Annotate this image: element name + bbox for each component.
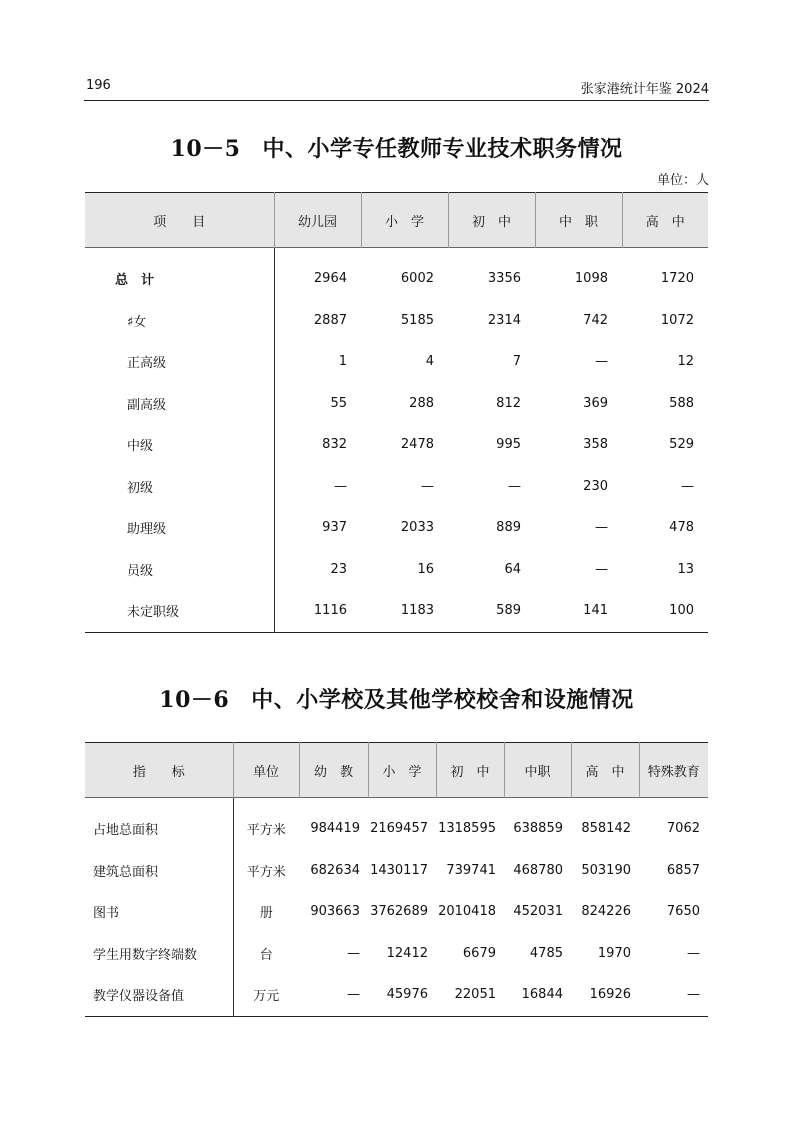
table2-col-header: 初 中 xyxy=(436,743,504,798)
table1-row xyxy=(85,341,708,383)
table2-cell: 16844 xyxy=(521,987,563,1003)
table1-row-label: 正高级 xyxy=(85,341,274,383)
table1-row-label: ♯女 xyxy=(85,300,274,342)
table1-cell: 369 xyxy=(583,395,608,411)
table1-col-header: 项 目 xyxy=(85,193,274,248)
table2-cell: 6679 xyxy=(462,945,496,961)
table2-cell: 468780 xyxy=(513,862,563,878)
table2-row xyxy=(85,798,708,850)
header-rule xyxy=(84,100,709,101)
table1-col-header: 幼儿园 xyxy=(274,193,361,248)
table2-row-unit: 册 xyxy=(259,906,273,922)
table2-row-unit: 平方米 xyxy=(246,823,286,839)
table1-cell: 2314 xyxy=(487,312,521,328)
table1-cell: 1098 xyxy=(574,271,608,287)
table2-cell: 903663 xyxy=(310,904,360,920)
table1-cell: 812 xyxy=(496,395,521,411)
table2-cell: 1318595 xyxy=(438,821,496,837)
table1-cell: 1072 xyxy=(660,312,694,328)
table2-cell: 3762689 xyxy=(370,904,428,920)
table2-col-header: 单位 xyxy=(233,743,299,798)
table1-unit: 单位：人 xyxy=(656,173,709,188)
table1-cell: — xyxy=(595,561,608,577)
table2-cell: 682634 xyxy=(310,862,360,878)
school-facilities-table xyxy=(85,742,708,1017)
table1-row-label: 中级 xyxy=(85,424,274,466)
table2-cell: 1970 xyxy=(597,945,631,961)
table1-cell: 529 xyxy=(669,437,694,453)
table1-cell: — xyxy=(421,478,434,494)
table1-cell: 7 xyxy=(512,354,521,370)
table2-number: 10－6 xyxy=(159,687,230,713)
table1-cell: 1183 xyxy=(400,603,434,619)
table1-cell: 100 xyxy=(669,603,694,619)
table2-cell: — xyxy=(347,987,360,1003)
table2-cell: — xyxy=(347,945,360,961)
table2-header-row xyxy=(85,743,708,798)
table1-col-header: 高 中 xyxy=(622,193,708,248)
table1-col-header: 初 中 xyxy=(448,193,535,248)
table1-cell: 6002 xyxy=(400,271,434,287)
table2-row-unit: 平方米 xyxy=(246,864,286,880)
table2-cell: 4785 xyxy=(529,945,563,961)
table1-row xyxy=(85,300,708,342)
table1-row xyxy=(85,383,708,425)
table1-cell: 889 xyxy=(496,520,521,536)
table2-cell: 824226 xyxy=(581,904,631,920)
table1-col-header: 小 学 xyxy=(361,193,448,248)
table2-col-header: 特殊教育 xyxy=(639,743,708,798)
table1-title-text: 中、小学专任教师专业技术职务情况 xyxy=(262,136,623,162)
table1-row-label: 总 计 xyxy=(85,248,274,300)
table1-cell: 230 xyxy=(583,478,608,494)
table2-col-header: 小 学 xyxy=(368,743,436,798)
table1-cell: 2964 xyxy=(313,271,347,287)
table1-cell: 2033 xyxy=(400,520,434,536)
table1-row-label: 未定职级 xyxy=(85,590,274,632)
book-title: 张家港统计年鉴 2024 xyxy=(580,82,709,97)
table2-row-label: 教学仪器设备值 xyxy=(85,974,233,1016)
table2-cell: 858142 xyxy=(581,821,631,837)
table2-cell: 638859 xyxy=(513,821,563,837)
table1-cell: 1116 xyxy=(313,603,347,619)
table2-title xyxy=(84,683,709,714)
table1-cell: 1 xyxy=(338,354,347,370)
table2-row xyxy=(85,933,708,975)
table2-cell: — xyxy=(687,945,700,961)
table1-cell: 288 xyxy=(409,395,434,411)
table2-cell: 452031 xyxy=(513,904,563,920)
page-number: 196 xyxy=(86,78,111,93)
table1-cell: — xyxy=(595,520,608,536)
table1-cell: 995 xyxy=(496,437,521,453)
table1-cell: 55 xyxy=(330,395,347,411)
table1-cell: 832 xyxy=(322,437,347,453)
table2-cell: 1430117 xyxy=(370,862,428,878)
table2-cell: 2010418 xyxy=(438,904,496,920)
table2-cell: 503190 xyxy=(581,862,631,878)
table1-row xyxy=(85,507,708,549)
table2-row-label: 学生用数字终端数 xyxy=(85,933,233,975)
table1-cell: 2478 xyxy=(400,437,434,453)
table1-cell: 13 xyxy=(677,561,694,577)
table1-cell: — xyxy=(334,478,347,494)
table2-cell: 6857 xyxy=(666,862,700,878)
table1-cell: — xyxy=(595,354,608,370)
table2-col-header: 幼 教 xyxy=(299,743,368,798)
table1-row-label: 员级 xyxy=(85,549,274,591)
table1-row xyxy=(85,424,708,466)
table1-cell: — xyxy=(681,478,694,494)
table1-cell: 588 xyxy=(669,395,694,411)
table1-row-label: 助理级 xyxy=(85,507,274,549)
table1-cell: 5185 xyxy=(400,312,434,328)
table2-cell: 7650 xyxy=(666,904,700,920)
table1-row-label: 初级 xyxy=(85,466,274,508)
table1-cell: — xyxy=(508,478,521,494)
table2-cell: 7062 xyxy=(666,821,700,837)
table1-cell: 141 xyxy=(583,603,608,619)
table1-row xyxy=(85,248,708,300)
table2-cell: 739741 xyxy=(446,862,496,878)
table2-col-header: 指 标 xyxy=(85,743,233,798)
table2-row xyxy=(85,891,708,933)
table1-cell: 4 xyxy=(425,354,434,370)
table2-row-label: 建筑总面积 xyxy=(85,850,233,892)
table1-cell: 358 xyxy=(583,437,608,453)
table1-title xyxy=(84,132,709,163)
table2-row-unit: 台 xyxy=(259,947,273,963)
table2-cell: 22051 xyxy=(454,987,496,1003)
table2-title-text: 中、小学校及其他学校校舍和设施情况 xyxy=(251,687,634,713)
table2-cell: 12412 xyxy=(386,945,428,961)
table1-row-label: 副高级 xyxy=(85,383,274,425)
table1-cell: 16 xyxy=(417,561,434,577)
table2-row xyxy=(85,974,708,1016)
table1-cell: 12 xyxy=(677,354,694,370)
table2-col-header: 高 中 xyxy=(571,743,639,798)
table2-cell: — xyxy=(687,987,700,1003)
table1-row xyxy=(85,590,708,632)
table1-cell: 64 xyxy=(504,561,521,577)
table1-cell: 589 xyxy=(496,603,521,619)
table1-cell: 478 xyxy=(669,520,694,536)
table2-cell: 45976 xyxy=(386,987,428,1003)
table1-row xyxy=(85,549,708,591)
table2-row-unit: 万元 xyxy=(253,989,280,1005)
table2-row-label: 占地总面积 xyxy=(85,798,233,850)
table1-row xyxy=(85,466,708,508)
teacher-title-table xyxy=(85,192,708,633)
table1-cell: 1720 xyxy=(660,271,694,287)
table2-row-label: 图书 xyxy=(85,891,233,933)
table1-cell: 23 xyxy=(330,561,347,577)
table1-cell: 2887 xyxy=(313,312,347,328)
table1-col-header: 中 职 xyxy=(535,193,622,248)
table2-col-header: 中职 xyxy=(504,743,571,798)
table2-cell: 984419 xyxy=(310,821,360,837)
table1-cell: 742 xyxy=(583,312,608,328)
table1-cell: 3356 xyxy=(487,271,521,287)
table2-row xyxy=(85,850,708,892)
table2-cell: 16926 xyxy=(589,987,631,1003)
table2-cell: 2169457 xyxy=(370,821,428,837)
table1-cell: 937 xyxy=(322,520,347,536)
table1-header-row xyxy=(85,193,708,248)
table1-number: 10－5 xyxy=(170,136,241,162)
